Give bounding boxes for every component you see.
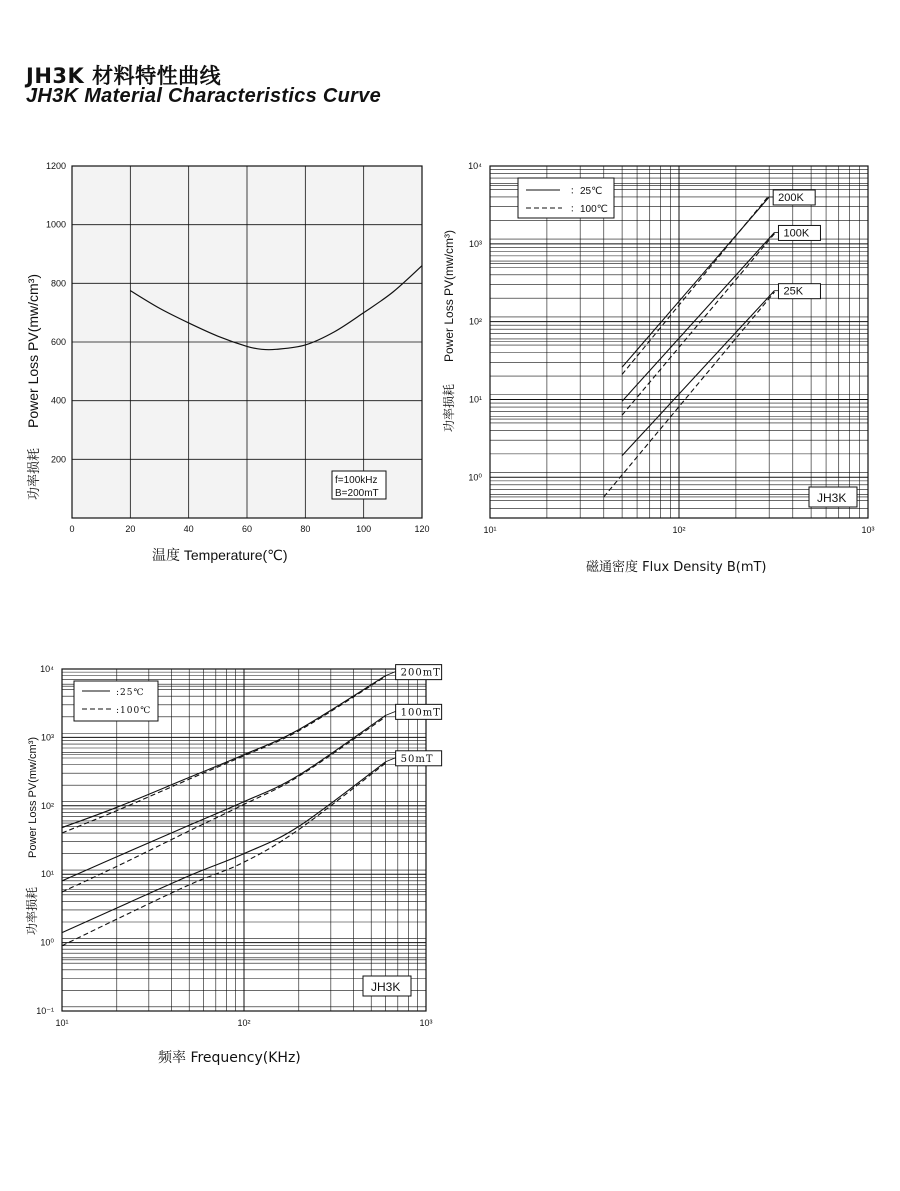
y-tick-label: 800 [50,278,66,289]
y-tick-label: 10² [468,316,482,327]
x-tick-label: 100 [356,524,372,534]
legend-25c: ：25℃ [570,186,603,197]
y-tick-label: 200 [50,454,66,465]
series-label: 200mT [400,667,441,679]
y-tick-label: 10⁴ [468,161,482,171]
y-tick-label: 10⁴ [40,664,54,674]
page-title-en: JH3K Material Characteristics Curve [26,85,382,107]
x-tick-label: 80 [300,524,311,534]
condition-flux: B=200mT [335,488,379,499]
x-tick-label: 10¹ [483,525,497,535]
x-axis-label: 磁通密度 Flux Density B(mT) [586,560,767,575]
x-tick-label: 10³ [861,525,875,535]
legend-100c: :100℃ [116,706,152,716]
x-tick-label: 10² [237,1018,251,1028]
y-axis-label-cn: 功率损耗 [442,383,456,432]
y-tick-label: 10² [40,800,54,811]
y-tick-label: 10¹ [40,869,54,880]
x-tick-label: 40 [183,524,194,534]
x-tick-label: 10¹ [55,1018,69,1028]
y-axis-label: Power Loss PV(mw/cm³) [27,736,39,858]
y-axis-label-cn: 功率损耗 [27,447,42,500]
x-tick-label: 60 [241,524,253,534]
y-tick-label: 400 [50,395,66,406]
series-label: 100K [783,227,810,240]
y-tick-label: 1200 [45,161,66,171]
y-axis-label: Power Loss PV(mw/cm³) [25,273,41,428]
x-axis-label: 温度 Temperature(℃) [152,547,288,563]
x-axis-label: 频率 Frequency(KHz) [158,1050,301,1066]
y-tick-label: 1000 [45,219,66,230]
x-tick-label: 10³ [419,1018,433,1028]
x-tick-label: 0 [69,524,75,534]
x-tick-label: 120 [414,524,430,534]
y-tick-label: 10⁰ [40,937,54,948]
series-label: 100mT [400,707,441,719]
material-tag: JH3K [817,491,847,505]
x-tick-label: 10² [672,525,686,535]
y-tick-label: 10¹ [468,394,482,405]
chart-legend [74,681,158,721]
y-tick-label: 600 [50,337,66,347]
y-axis-label: Power Loss PV(mw/cm³) [442,229,456,362]
series-label: 25K [783,285,804,298]
x-tick-label: 20 [125,524,136,534]
condition-frequency: f=100kHz [335,475,378,486]
y-tick-label: 10⁰ [468,472,482,483]
series-label: 50mT [400,753,434,765]
series-label: 200K [778,191,804,204]
page-title-cn: JH3K 材料特性曲线 [26,64,222,88]
y-tick-label: 10³ [468,238,482,249]
legend-100c: ：100℃ [570,204,608,215]
material-tag: JH3K [371,980,401,994]
legend-25c: :25℃ [116,688,145,698]
y-axis-label-cn: 功率损耗 [25,886,39,935]
y-tick-label: 10⁻¹ [36,1006,54,1016]
y-tick-label: 10³ [40,732,54,743]
